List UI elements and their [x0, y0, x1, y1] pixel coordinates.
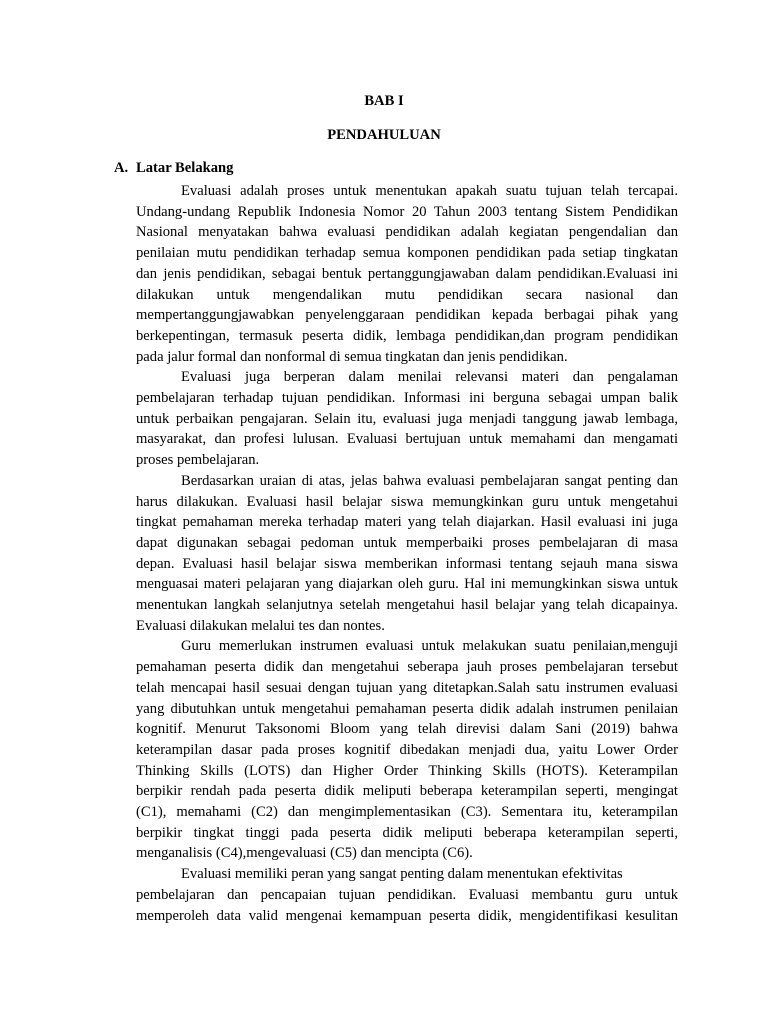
text-line: Evaluasi juga berperan dalam menilai relevansi materi dan pengalaman [181, 369, 678, 386]
text-line: penilaian mutu pendidikan terhadap semua komponen pendidikan pada setiap tingkatan [136, 245, 678, 262]
text-line: dan jenis pendidikan, sebagai bentuk pertanggungjawaban dalam pendidikan.Evaluasi ini [136, 265, 678, 282]
text-line: pemahaman peserta didik dan mengetahui seberapa jauh proses pembelajaran tersebut [136, 659, 678, 676]
text-line: Evaluasi adalah proses untuk menentukan apakah suatu tujuan telah tercapai. [181, 183, 678, 199]
text-line: Berdasarkan uraian di atas, jelas bahwa evaluasi pembelajaran sangat penting dan [181, 472, 678, 489]
text-line: Evaluasi dilakukan melalui tes dan nontes. [136, 617, 385, 634]
text-line: pembelajaran terhadap tujuan pendidikan. Informasi ini berguna sebagai umpan balik [136, 390, 678, 406]
text-line: proses pembelajaran. [136, 452, 260, 469]
text-line: Evaluasi memiliki peran yang sangat penting dalam menentukan efektivitas [181, 866, 623, 883]
text-line: masyarakat, dan profesi lulusan. Evaluasi bertujuan untuk memahami dan mengamati [136, 431, 678, 448]
text-line: dilakukan untuk mengendalikan mutu pendidikan secara nasional dan [136, 286, 678, 303]
text-line: berpikir tingkat tinggi pada peserta didik meliputi beberapa keterampilan seperti, [136, 824, 678, 841]
text-line: keterampilan dasar pada proses kognitif dibedakan menjadi dua, yaitu Lower Order [136, 741, 678, 758]
text-line: berkepentingan, termasuk peserta didik, lembaga pendidikan,dan program pendidikan [136, 327, 678, 344]
text-line: pada jalur formal dan nonformal di semua tingkatan dan jenis pendidikan. [136, 348, 568, 365]
text-line: depan. Evaluasi hasil belajar siswa memberikan informasi tentang sejauh mana siswa [136, 555, 678, 572]
text-line: kognitif. Menurut Taksonomi Bloom yang telah direvisi dalam Sani (2019) bahwa [136, 721, 678, 738]
section-title: Latar Belakang [136, 160, 234, 176]
section-heading [114, 160, 233, 177]
text-line: (C1), memahami (C2) dan mengimplementasikan (C3). Sementara itu, keterampilan [136, 804, 678, 820]
text-line: mempertanggungjawabkan penyelenggaraan pendidikan kepada berbagai pihak yang [136, 307, 678, 324]
text-line: memperoleh data valid mengenai kemampuan peserta didik, mengidentifikasi kesulitan [136, 907, 678, 924]
text-line: Undang-undang Republik Indonesia Nomor 20 Tahun 2003 tentang Sistem Pendidikan [136, 203, 678, 220]
text-line: Guru memerlukan instrumen evaluasi untuk melakukan suatu penilaian,menguji [181, 638, 678, 655]
text-line: Nasional menyatakan bahwa evaluasi pendidikan adalah kegiatan pengendalian dan [136, 224, 678, 241]
text-line: menguasai materi pelajaran yang diajarkan oleh guru. Hal ini memungkinkan siswa untuk [136, 576, 678, 593]
text-line: pembelajaran dan pencapaian tujuan pendidikan. Evaluasi membantu guru untuk [136, 886, 678, 903]
chapter-title: PENDAHULUAN [327, 127, 441, 143]
text-line: menganalisis (C4),mengevaluasi (C5) dan mencipta (C6). [136, 845, 473, 862]
text-line: dapat digunakan sebagai pedoman untuk memperbaiki proses pembelajaran di masa [136, 534, 678, 551]
text-line: yang dibutuhkan untuk mengetahui pemahaman peserta didik adalah instrumen penilaian [136, 700, 678, 717]
text-line: tingkat pemahaman mereka terhadap materi yang telah diajarkan. Hasil evaluasi ini juga [136, 514, 678, 531]
section-letter: A. [114, 160, 129, 176]
text-line: berpikir rendah pada peserta didik meliputi beberapa keterampilan seperti, mengingat [136, 783, 678, 800]
text-line: harus dilakukan. Evaluasi hasil belajar siswa memungkinkan guru untuk mengetahui [136, 493, 678, 510]
text-line: telah mencapai hasil sesuai dengan tujuan yang ditetapkan.Salah satu instrumen evaluasi [136, 679, 678, 696]
chapter-number: BAB I [364, 93, 404, 109]
text-line: Thinking Skills (LOTS) dan Higher Order Thinking Skills (HOTS). Keterampilan [136, 762, 678, 779]
text-line: untuk perbaikan pengajaran. Selain itu, evaluasi juga menjadi tanggung jawab lembaga, [136, 410, 678, 427]
text-line: menentukan langkah selanjutnya setelah mengetahui hasil belajar yang telah dicapainya. [136, 597, 678, 613]
